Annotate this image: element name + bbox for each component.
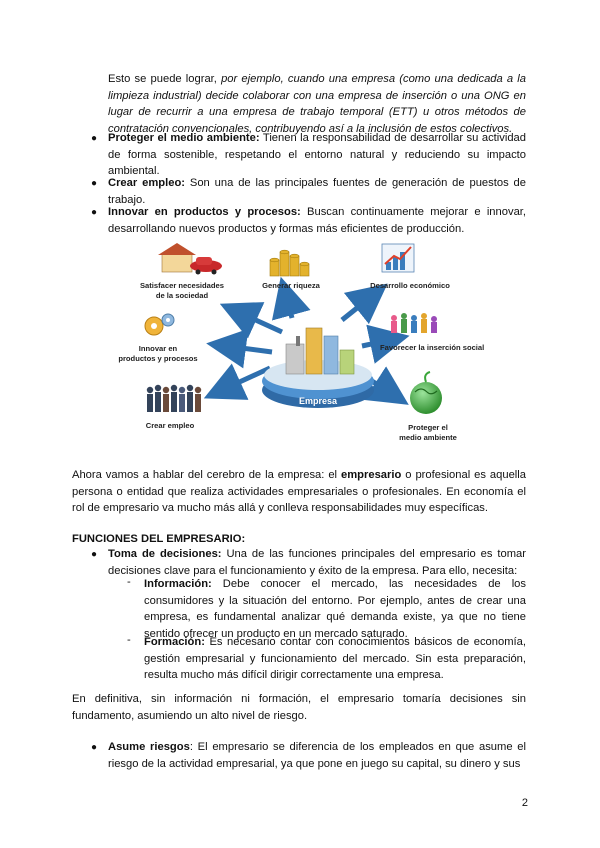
arrow-desarrollo (342, 296, 372, 320)
label-desarrollo: Desarrollo económico (370, 281, 450, 290)
coins-icon (270, 250, 309, 276)
subitem-informacion: Información: Debe conocer el mercado, las necesidades de los consumidores y la situación del entorno. Por ejemplo, antes de crear una empresa, es fundamental analizar qué demanda existe, ya que no tiene sentido ofrecer un producto en un mercado saturado. (144, 578, 526, 640)
arrow-satisfacer (238, 312, 282, 332)
empresario-paragraph: Ahora vamos a hablar del cerebro de la empresa: el empresario o profesional es aquella persona o entidad que realiza actividades empresariales o profesionales. En economía el rol de empresario va mucho más allá y conlleva responsabilidades muy específicas. (72, 469, 526, 514)
label-riqueza: Generar riqueza (262, 281, 320, 290)
definitiva-paragraph: En definitiva, sin información ni formación, el empresario tomaría decisiones sin fundamento, asumiendo un alto nivel de riesgo. (72, 693, 526, 722)
empresa-label: Empresa (298, 396, 338, 406)
label-empleo: Crear empleo (145, 421, 195, 430)
page-number: 2 (521, 797, 528, 809)
bullet-asume-riesgos: Asume riesgos: El empresario se diferencia de los empleados en que asume el riesgo de la actividad empresarial, ya que pone en juego su capital, su dinero y sus (108, 741, 526, 770)
bullet-glyph: ● (91, 549, 98, 560)
dash-glyph: - (127, 634, 131, 646)
label-proteger-1: Proteger el (408, 423, 448, 432)
label-innovar-1: Innovar en (138, 344, 178, 353)
gears-icon (145, 314, 174, 335)
label-proteger-2: medio ambiente (399, 433, 457, 442)
label-satisfacer-1: Satisfacer necesidades (139, 281, 225, 290)
bullet-proteger-medio-ambiente: Proteger el medio ambiente: Tienen la responsabilidad de desarrollar su actividad de forma sostenible, respetando el entorno natural y reduciendo su impacto ambiental. (108, 132, 526, 177)
people-inclusion-icon (391, 313, 437, 333)
label-insercion: Favorecer la inserción social (380, 343, 485, 352)
empresa-functions-diagram (110, 240, 505, 455)
bullet-innovar: Innovar en productos y procesos: Buscan continuamente mejorar e innovar, desarrollando nuevos productos y formas más eficientes de producción. (108, 206, 527, 235)
label-innovar-2: productos y procesos (118, 354, 198, 363)
green-globe-icon (410, 372, 442, 414)
bullet-glyph: ● (91, 742, 98, 753)
arrow-riqueza (286, 296, 292, 318)
intro-paragraph: Esto se puede lograr, por ejemplo, cuando una empresa (como una dedicada a la limpieza industrial) decide colaborar con una empresa de inserción o una ONG en lugar de recurrir a una empresa de trabajo temporal (ETT) u otros métodos de contratación convencionales, contribuyendo así a la inclusión de estos colectivos. (108, 73, 527, 135)
diagram-svg (110, 240, 505, 455)
subitem-formacion: Formación: Es necesario contar con conocimientos básicos de economía, gestión empresarial y funcionamiento del mercado. Sin esta preparación, resulta mucho más difícil dirigir correctamente una empresa. (144, 636, 526, 681)
section-heading: FUNCIONES DEL EMPRESARIO: (72, 533, 246, 545)
dash-glyph: - (127, 576, 131, 588)
growth-chart-icon (382, 244, 414, 272)
bullet-crear-empleo: Crear empleo: Son una de las principales fuentes de generación de puestos de trabajo. (108, 177, 526, 206)
bullet-glyph: ● (91, 207, 98, 218)
bullet-toma-decisiones: Toma de decisiones: Una de las funciones principales del empresario es tomar decisiones clave para el funcionamiento y éxito de la empresa. Para ello, necesita: (108, 548, 526, 577)
house-car-icon (158, 243, 222, 275)
arrow-innovar (226, 346, 272, 352)
bullet-glyph: ● (91, 178, 98, 189)
bullet-glyph: ● (91, 133, 98, 144)
employees-group-icon (147, 385, 201, 412)
label-satisfacer-2: de la sociedad (155, 291, 209, 300)
